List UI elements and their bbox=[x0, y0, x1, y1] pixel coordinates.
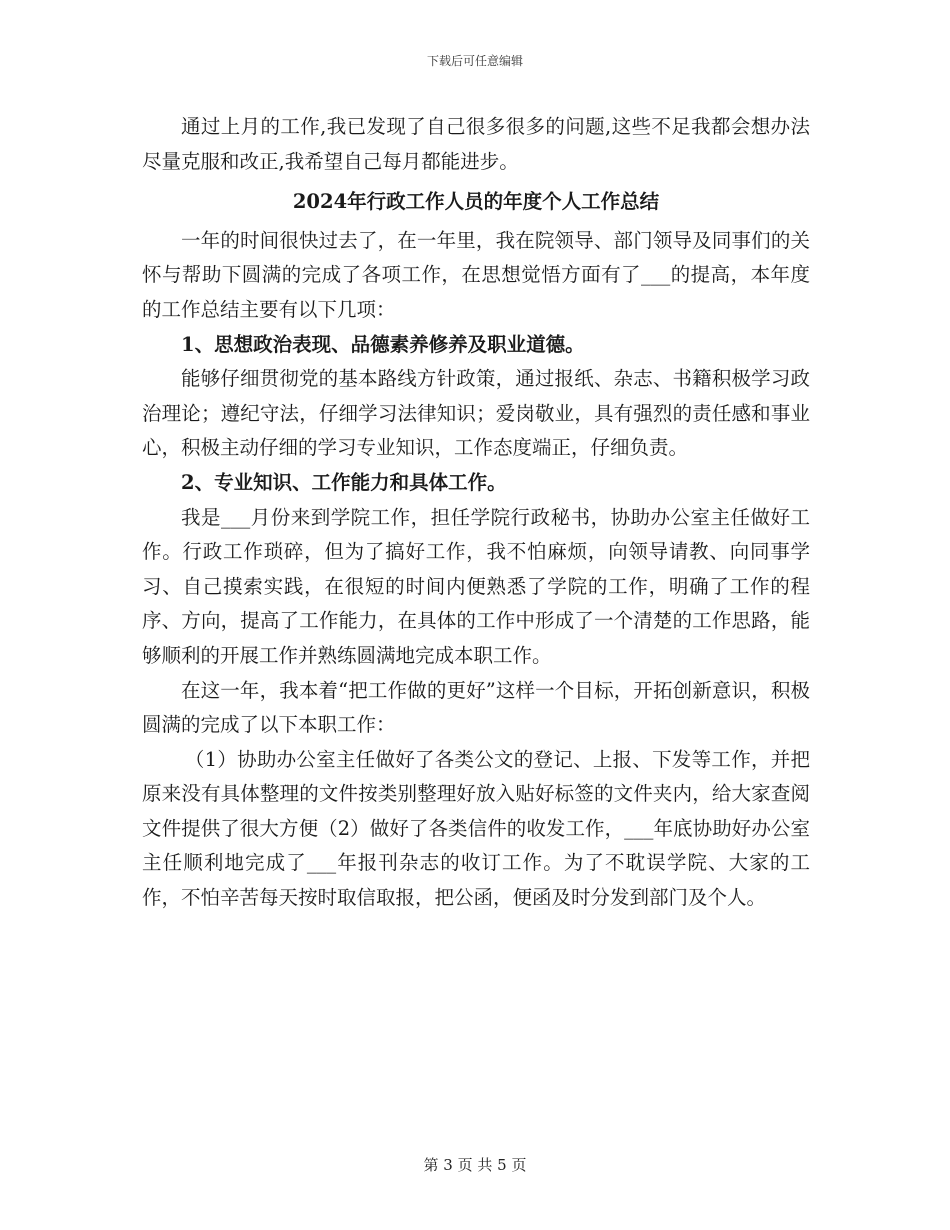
document-body bbox=[142, 110, 810, 916]
paragraph-1: 一年的时间很快过去了，在一年里，我在院领导、部门领导及同事们的关怀与帮助下圆满的完成了各项工作，在思想觉悟方面有了___的提高，本年度的工作总结主要有以下几项： bbox=[142, 228, 810, 321]
paragraph-2: 能够仔细贯彻党的基本路线方针政策，通过报纸、杂志、书籍积极学习政治理论；遵纪守法，仔细学习法律知识；爱岗敬业，具有强烈的责任感和事业心，积极主动仔细的学习专业知识，工作态度端正，仔细负责。 bbox=[142, 367, 810, 460]
paragraph-4: 在这一年，我本着“把工作做的更好”这样一个目标，开拓创新意识，积极圆满的完成了以下本职工作： bbox=[142, 678, 810, 737]
page-footer: 第 3 页 共 5 页 bbox=[423, 1156, 527, 1174]
paragraph-3: 我是___月份来到学院工作，担任学院行政秘书，协助办公室主任做好工作。行政工作琐碎，但为了搞好工作，我不怕麻烦，向领导请教、向同事学习、自己摸索实践，在很短的时间内便熟悉了学院的工作，明确了工作的程序、方向，提高了工作能力，在具体的工作中形成了一个清楚的工作思路，能够顺利的开展工作并熟练圆满地完成本职工作。 bbox=[142, 505, 810, 667]
paragraph-5: （1）协助办公室主任做好了各类公文的登记、上报、下发等工作，并把原来没有具体整理的文件按类别整理好放入贴好标签的文件夹内，给大家查阅文件提供了很大方便（2）做好了各类信件的收发工作，___年底协助好办公室主任顺利地完成了___年报刊杂志的收订工作。为了不耽误学院、大家的工作，不怕辛苦每天按时取信取报，把公函，便函及时分发到部门及个人。 bbox=[142, 747, 810, 910]
document-title: 2024年行政工作人员的年度个人工作总结 bbox=[292, 190, 660, 214]
intro-paragraph: 通过上月的工作,我已发现了自己很多很多的问题,这些不足我都会想办法尽量克服和改正,我希望自己每月都能进步。 bbox=[142, 115, 810, 173]
section-heading-2: 2、专业知识、工作能力和具体工作。 bbox=[181, 470, 507, 494]
page-header: 下载后可任意编辑 bbox=[426, 54, 523, 68]
section-heading-1: 1、思想政治表现、品德素养修养及职业道德。 bbox=[181, 332, 585, 356]
